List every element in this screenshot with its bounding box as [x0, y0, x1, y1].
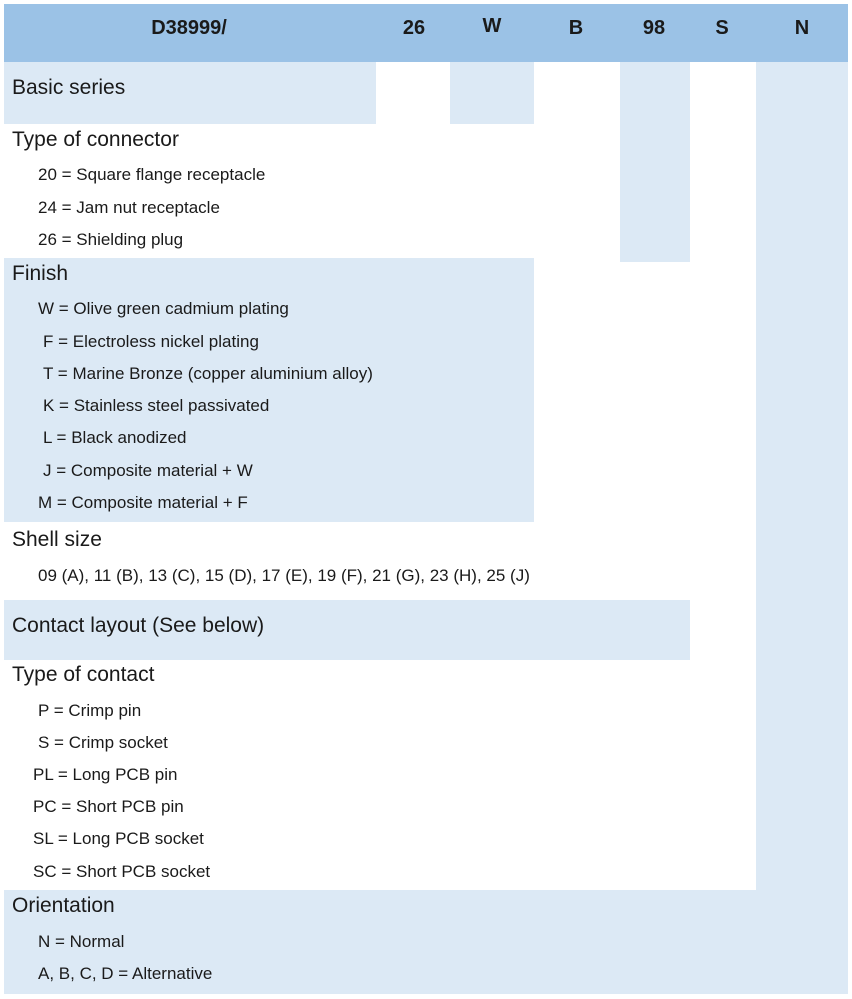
layout-column-tint — [620, 62, 690, 262]
section-contact-layout — [4, 600, 690, 660]
contact-option: SC = Short PCB socket — [33, 862, 211, 881]
orientation-option: N = Normal — [38, 932, 125, 951]
code-finish: W — [482, 15, 502, 37]
orientation-option: A, B, C, D = Alternative — [38, 964, 213, 983]
finish-option: T = Marine Bronze (copper aluminium alloy) — [43, 364, 373, 383]
contact-layout-title: Contact layout (See below) — [12, 614, 265, 637]
code-shell-size: B — [568, 17, 584, 39]
contact-option: PC = Short PCB pin — [33, 797, 184, 816]
code-series: D38999/ — [151, 17, 227, 39]
shell-size-title: Shell size — [12, 528, 102, 551]
contact-option: PL = Long PCB pin — [33, 765, 178, 784]
ordering-code-table — [4, 4, 848, 994]
code-orientation: N — [794, 17, 810, 39]
finish-option: M = Composite material + F — [38, 493, 248, 512]
orientation-title: Orientation — [12, 894, 115, 917]
code-contact-type: S — [715, 17, 729, 39]
finish-option: J = Composite material + W — [43, 461, 253, 480]
orientation-column-tint — [756, 62, 848, 994]
type-of-connector-title: Type of connector — [12, 128, 179, 151]
code-contact-layout: 98 — [642, 17, 666, 39]
code-header — [4, 4, 848, 62]
finish-title: Finish — [12, 262, 69, 285]
basic-series-title: Basic series — [12, 76, 126, 99]
type-of-contact-title: Type of contact — [12, 663, 155, 686]
connector-option: 20 = Square flange receptacle — [38, 165, 266, 184]
section-orientation — [4, 890, 756, 994]
section-shell-size — [4, 522, 620, 600]
finish-column-tint — [450, 62, 534, 124]
section-type-of-contact — [4, 660, 756, 890]
finish-option: L = Black anodized — [43, 428, 187, 447]
connector-option: 24 = Jam nut receptacle — [38, 198, 220, 217]
section-basic-series — [4, 62, 376, 124]
contact-option: S = Crimp socket — [38, 733, 168, 752]
code-connector-type: 26 — [402, 17, 426, 39]
contact-option: SL = Long PCB socket — [33, 829, 204, 848]
finish-option: F = Electroless nickel plating — [43, 332, 259, 351]
finish-option: K = Stainless steel passivated — [43, 396, 270, 415]
contact-option: P = Crimp pin — [38, 701, 142, 720]
shell-size-values: 09 (A), 11 (B), 13 (C), 15 (D), 17 (E), 19 (F), 21 (G), 23 (H), 25 (J) — [38, 566, 530, 585]
connector-option: 26 = Shielding plug — [38, 230, 184, 249]
section-type-of-connector — [4, 124, 450, 258]
finish-option: W = Olive green cadmium plating — [38, 299, 289, 318]
section-finish — [4, 258, 534, 522]
